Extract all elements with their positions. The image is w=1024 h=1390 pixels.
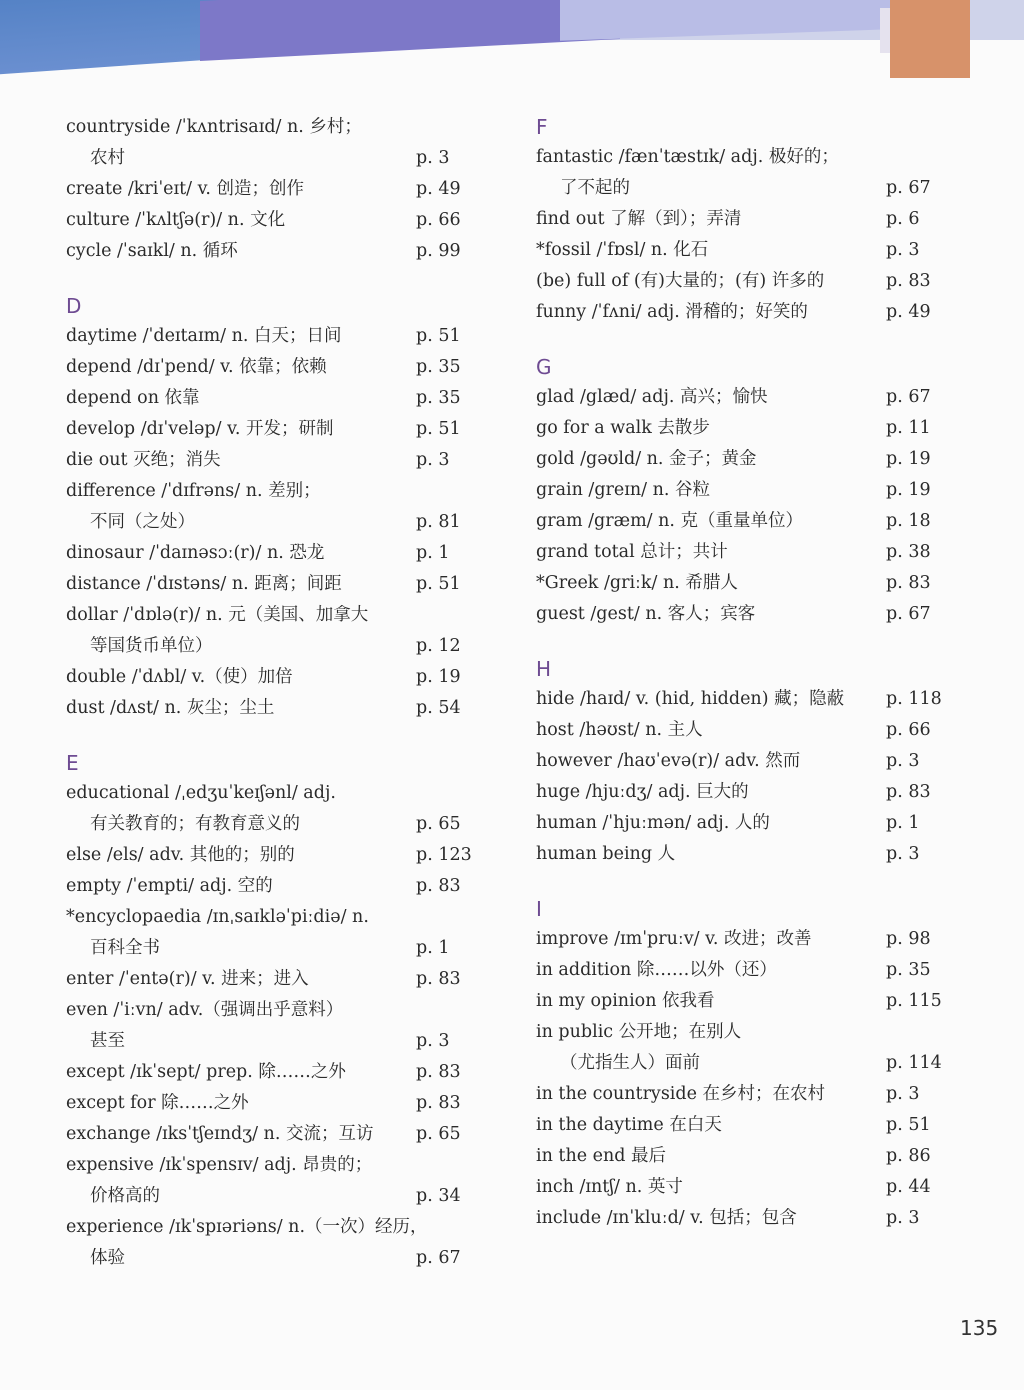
entry-page-ref: p. 83: [416, 1062, 461, 1082]
entry-term: host /həʊst/ n. 主人: [536, 720, 703, 740]
glossary-section: [66, 112, 486, 267]
entry-page-ref: p. 1: [416, 938, 450, 958]
glossary-entry: [66, 352, 486, 383]
entry-term: human /ˈhjuːmən/ adj. 人的: [536, 813, 770, 833]
glossary-entry: [536, 1203, 956, 1234]
entry-term: guest /gest/ n. 客人；宾客: [536, 604, 756, 624]
entry-term: funny /ˈfʌni/ adj. 滑稽的；好笑的: [536, 302, 808, 322]
entry-page-ref: p. 114: [886, 1053, 942, 1073]
glossary-section: [66, 291, 486, 724]
entry-term: in my opinion 依我看: [536, 991, 715, 1011]
entry-continuation: （尤指生人）面前: [560, 1053, 700, 1073]
glossary-entry: [66, 902, 486, 964]
section-letter-heading: G: [536, 355, 552, 379]
entry-term: dinosaur /ˈdaɪnəsɔː(r)/ n. 恐龙: [66, 543, 325, 563]
entry-term: gram /græm/ n. 克（重量单位）: [536, 511, 804, 531]
glossary-entry: [66, 778, 486, 840]
glossary-entry: [536, 506, 956, 537]
entry-term: create /kriˈeɪt/ v. 创造；创作: [66, 179, 305, 199]
entry-page-ref: p. 51: [416, 574, 461, 594]
glossary-entry: [536, 599, 956, 630]
entry-term: gold /gəʊld/ n. 金子；黄金: [536, 449, 757, 469]
entry-continuation: 有关教育的；有教育意义的: [90, 814, 300, 834]
entry-term: cycle /ˈsaɪkl/ n. 循环: [66, 241, 238, 261]
entry-page-ref: p. 35: [886, 960, 931, 980]
glossary-entry: [66, 1212, 486, 1274]
entry-page-ref: p. 66: [886, 720, 931, 740]
glossary-entry: [66, 964, 486, 995]
glossary-entry: [536, 955, 956, 986]
entry-page-ref: p. 81: [416, 512, 461, 532]
entry-page-ref: p. 67: [416, 1248, 461, 1268]
entry-page-ref: p. 3: [886, 1084, 920, 1104]
entry-page-ref: p. 3: [416, 148, 450, 168]
entry-page-ref: p. 3: [886, 751, 920, 771]
entry-term: even /ˈiːvn/ adv.（强调出乎意料）: [66, 1000, 344, 1020]
page-number: 135: [960, 1316, 999, 1340]
entry-term: hide /haɪd/ v. (hid, hidden) 藏；隐蔽: [536, 689, 845, 709]
entry-term: go for a walk 去散步: [536, 418, 710, 438]
entry-page-ref: p. 49: [886, 302, 931, 322]
entry-term: difference /ˈdɪfrəns/ n. 差别；: [66, 481, 321, 501]
entry-page-ref: p. 118: [886, 689, 942, 709]
entry-term: educational /ˌedʒuˈkeɪʃənl/ adj.: [66, 783, 336, 803]
glossary-entry: [536, 142, 956, 204]
glossary-entry: [536, 986, 956, 1017]
entry-page-ref: p. 34: [416, 1186, 461, 1206]
entry-term: grand total 总计；共计: [536, 542, 728, 562]
glossary-entry: [536, 444, 956, 475]
entry-term: in public 公开地；在别人: [536, 1022, 742, 1042]
glossary-entry: [536, 924, 956, 955]
entry-term: fantastic /fænˈtæstɪk/ adj. 极好的；: [536, 147, 839, 167]
entry-page-ref: p. 18: [886, 511, 931, 531]
banner-band: [200, 0, 620, 61]
entry-continuation: 价格高的: [90, 1186, 160, 1206]
entry-page-ref: p. 66: [416, 210, 461, 230]
glossary-entry: [66, 174, 486, 205]
entry-page-ref: p. 83: [886, 782, 931, 802]
glossary-entry: [66, 1150, 486, 1212]
entry-term: improve /ɪmˈpruːv/ v. 改进；改善: [536, 929, 812, 949]
entry-page-ref: p. 83: [886, 271, 931, 291]
glossary-entry: [66, 569, 486, 600]
entry-page-ref: p. 51: [886, 1115, 931, 1135]
banner-corner-block: [890, 0, 970, 78]
entry-term: *fossil /ˈfɒsl/ n. 化石: [536, 240, 709, 260]
entry-page-ref: p. 67: [886, 178, 931, 198]
glossary-entry: [536, 297, 956, 328]
entry-continuation: 了不起的: [560, 178, 630, 198]
glossary-entry: [66, 538, 486, 569]
glossary-entry: [536, 1017, 956, 1079]
entry-term: develop /dɪˈveləp/ v. 开发；研制: [66, 419, 334, 439]
entry-term: however /haʊˈevə(r)/ adv. 然而: [536, 751, 801, 771]
glossary-entry: [536, 235, 956, 266]
entry-page-ref: p. 99: [416, 241, 461, 261]
glossary-entry: [66, 112, 486, 174]
entry-page-ref: p. 1: [886, 813, 920, 833]
section-letter-heading: D: [66, 294, 82, 318]
glossary-entry: [536, 1110, 956, 1141]
glossary-entry: [536, 1141, 956, 1172]
glossary-entry: [66, 205, 486, 236]
glossary-entry: [536, 537, 956, 568]
entry-page-ref: p. 19: [886, 480, 931, 500]
glossary-entry: [66, 840, 486, 871]
entry-continuation: 百科全书: [90, 938, 160, 958]
entry-term: distance /ˈdɪstəns/ n. 距离；间距: [66, 574, 342, 594]
entry-term: human being 人: [536, 844, 676, 864]
glossary-entry: [536, 839, 956, 870]
entry-term: double /ˈdʌbl/ v.（使）加倍: [66, 667, 293, 687]
glossary-entry: [536, 568, 956, 599]
left-glossary-column: [66, 112, 486, 1298]
entry-term: include /ɪnˈkluːd/ v. 包括；包含: [536, 1208, 797, 1228]
entry-term: huge /hjuːdʒ/ adj. 巨大的: [536, 782, 749, 802]
entry-page-ref: p. 44: [886, 1177, 931, 1197]
glossary-section: [66, 748, 486, 1274]
entry-page-ref: p. 51: [416, 419, 461, 439]
glossary-entry: [536, 413, 956, 444]
glossary-entry: [66, 662, 486, 693]
entry-page-ref: p. 19: [416, 667, 461, 687]
entry-term: enter /ˈentə(r)/ v. 进来；进入: [66, 969, 309, 989]
entry-term: depend /dɪˈpend/ v. 依靠；依赖: [66, 357, 327, 377]
glossary-entry: [66, 445, 486, 476]
entry-page-ref: p. 12: [416, 636, 461, 656]
entry-page-ref: p. 49: [416, 179, 461, 199]
entry-page-ref: p. 3: [886, 844, 920, 864]
glossary-entry: [536, 1079, 956, 1110]
entry-page-ref: p. 83: [416, 969, 461, 989]
entry-term: in addition 除……以外（还）: [536, 960, 777, 980]
glossary-entry: [536, 746, 956, 777]
glossary-entry: [66, 995, 486, 1057]
glossary-entry: [66, 414, 486, 445]
entry-term: in the daytime 在白天: [536, 1115, 722, 1135]
entry-term: die out 灭绝；消失: [66, 450, 221, 470]
entry-page-ref: p. 83: [886, 573, 931, 593]
entry-term: grain /greɪn/ n. 谷粒: [536, 480, 710, 500]
entry-term: countryside /ˈkʌntrisaɪd/ n. 乡村；: [66, 117, 362, 137]
glossary-entry: [536, 715, 956, 746]
entry-term: in the countryside 在乡村；在农村: [536, 1084, 826, 1104]
entry-page-ref: p. 65: [416, 1124, 461, 1144]
entry-page-ref: p. 35: [416, 357, 461, 377]
glossary-entry: [536, 777, 956, 808]
header-banner: [0, 0, 1024, 80]
glossary-section: [536, 352, 956, 630]
glossary-entry: [66, 871, 486, 902]
glossary-section: [536, 654, 956, 870]
entry-term: daytime /ˈdeɪtaɪm/ n. 白天；日间: [66, 326, 342, 346]
entry-continuation: 不同（之处）: [90, 512, 195, 532]
entry-page-ref: p. 115: [886, 991, 942, 1011]
entry-page-ref: p. 3: [886, 240, 920, 260]
section-letter-heading: E: [66, 751, 79, 775]
right-glossary-column: [536, 112, 956, 1258]
entry-term: expensive /ɪkˈspensɪv/ adj. 昂贵的；: [66, 1155, 373, 1175]
entry-term: dollar /ˈdɒlə(r)/ n. 元（美国、加拿大: [66, 605, 369, 625]
entry-continuation: 体验: [90, 1248, 125, 1268]
entry-page-ref: p. 6: [886, 209, 920, 229]
entry-page-ref: p. 11: [886, 418, 931, 438]
section-letter-heading: F: [536, 115, 548, 139]
entry-continuation: 甚至: [90, 1031, 125, 1051]
entry-page-ref: p. 3: [416, 1031, 450, 1051]
entry-term: glad /glæd/ adj. 高兴；愉快: [536, 387, 768, 407]
glossary-entry: [536, 382, 956, 413]
entry-term: culture /ˈkʌltʃə(r)/ n. 文化: [66, 210, 286, 230]
entry-page-ref: p. 83: [416, 876, 461, 896]
entry-page-ref: p. 19: [886, 449, 931, 469]
glossary-entry: [66, 1088, 486, 1119]
glossary-entry: [66, 693, 486, 724]
glossary-entry: [66, 1119, 486, 1150]
entry-term: depend on 依靠: [66, 388, 200, 408]
entry-term: empty /ˈempti/ adj. 空的: [66, 876, 273, 896]
entry-page-ref: p. 123: [416, 845, 472, 865]
glossary-entry: [66, 321, 486, 352]
entry-term: in the end 最后: [536, 1146, 667, 1166]
glossary-entry: [536, 808, 956, 839]
entry-term: find out 了解（到）；弄清: [536, 209, 742, 229]
entry-term: except for 除……之外: [66, 1093, 249, 1113]
glossary-entry: [66, 1057, 486, 1088]
entry-term: except /ɪkˈsept/ prep. 除……之外: [66, 1062, 346, 1082]
glossary-entry: [536, 266, 956, 297]
glossary-entry: [536, 1172, 956, 1203]
glossary-entry: [536, 684, 956, 715]
glossary-entry: [536, 475, 956, 506]
glossary-entry: [536, 204, 956, 235]
entry-page-ref: p. 3: [416, 450, 450, 470]
glossary-entry: [66, 236, 486, 267]
entry-term: inch /ɪntʃ/ n. 英寸: [536, 1177, 683, 1197]
glossary-entry: [66, 476, 486, 538]
entry-page-ref: p. 67: [886, 387, 931, 407]
entry-page-ref: p. 1: [416, 543, 450, 563]
entry-page-ref: p. 51: [416, 326, 461, 346]
entry-page-ref: p. 86: [886, 1146, 931, 1166]
glossary-section: [536, 112, 956, 328]
entry-page-ref: p. 3: [886, 1208, 920, 1228]
section-letter-heading: H: [536, 657, 552, 681]
glossary-entry: [66, 383, 486, 414]
entry-page-ref: p. 65: [416, 814, 461, 834]
entry-term: *Greek /griːk/ n. 希腊人: [536, 573, 738, 593]
entry-page-ref: p. 54: [416, 698, 461, 718]
entry-term: else /els/ adv. 其他的；别的: [66, 845, 295, 865]
glossary-entry: [66, 600, 486, 662]
entry-page-ref: p. 98: [886, 929, 931, 949]
section-letter-heading: I: [536, 897, 542, 921]
entry-page-ref: p. 67: [886, 604, 931, 624]
entry-term: (be) full of (有)大量的；(有) 许多的: [536, 271, 825, 291]
entry-continuation: 农村: [90, 148, 125, 168]
entry-term: dust /dʌst/ n. 灰尘；尘土: [66, 698, 275, 718]
entry-term: experience /ɪkˈspɪəriəns/ n.（一次）经历，: [66, 1217, 428, 1237]
entry-page-ref: p. 83: [416, 1093, 461, 1113]
entry-term: exchange /ɪksˈtʃeɪndʒ/ n. 交流；互访: [66, 1124, 374, 1144]
entry-page-ref: p. 38: [886, 542, 931, 562]
entry-term: *encyclopaedia /ɪnˌsaɪkləˈpiːdiə/ n.: [66, 907, 369, 927]
glossary-section: [536, 894, 956, 1234]
entry-page-ref: p. 35: [416, 388, 461, 408]
entry-continuation: 等国货币单位）: [90, 636, 213, 656]
